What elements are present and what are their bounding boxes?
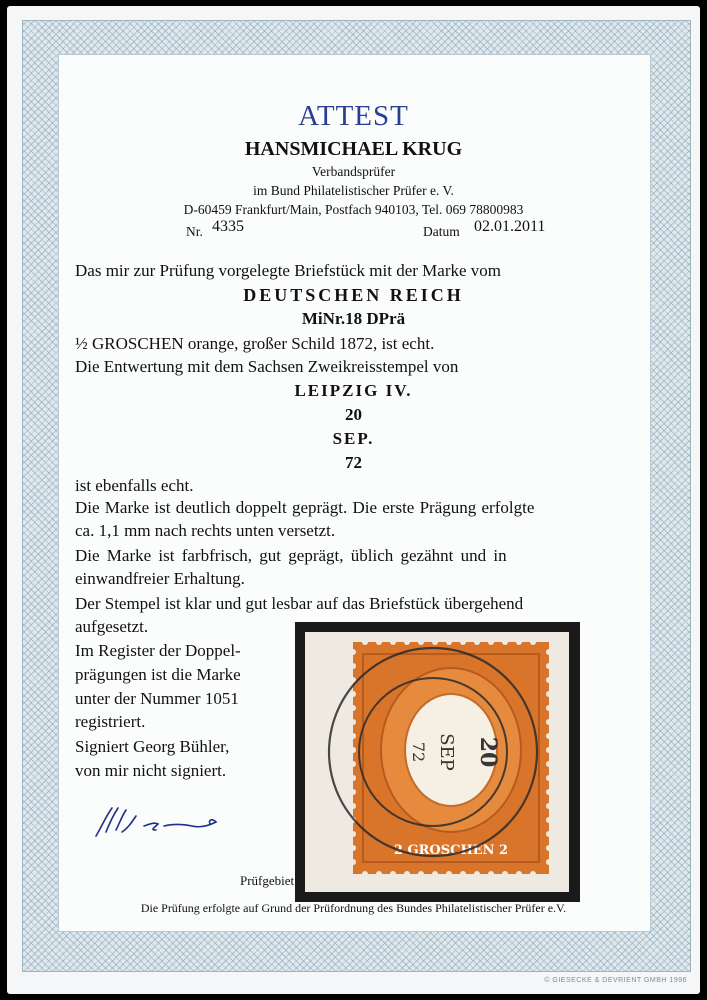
body-line-5: einwandfreier Erhaltung. xyxy=(75,569,245,588)
stamp-photo-frame xyxy=(295,622,580,902)
handwritten-signature xyxy=(92,802,232,842)
body-line-3: ca. 1,1 mm nach rechts unten versetzt. xyxy=(75,521,336,540)
day-line: 20 xyxy=(345,405,362,424)
catalog-line: MiNr.18 DPrä xyxy=(301,309,406,328)
place-line: LEIPZIG IV. xyxy=(294,381,413,400)
body-line-10: unter der Nummer 1051 xyxy=(75,689,239,708)
date-value: 02.01.2011 xyxy=(474,218,546,235)
postmark-day: 20 xyxy=(475,736,501,768)
nr-value: 4335 xyxy=(212,218,244,235)
stamp-image xyxy=(305,632,569,892)
body-line-8: Im Register der Doppel- xyxy=(75,641,241,660)
stamp-value-text: 2 GROSCHEN 2 xyxy=(393,843,509,858)
body-line-6: Der Stempel ist klar und gut lesbar auf das Briefstück übergehend xyxy=(75,594,524,613)
cancel-intro-line: Die Entwertung mit dem Sachsen Zweikreisstempel von xyxy=(75,357,459,376)
body-line-11: registriert. xyxy=(75,712,146,731)
pruefgebiet-label: Prüfgebiet: xyxy=(240,873,298,888)
examiner-role: Verbandsprüfer xyxy=(311,164,396,179)
month-line: SEP. xyxy=(332,429,375,448)
certificate-title: ATTEST xyxy=(298,100,409,132)
postmark-year: 72 xyxy=(409,741,428,763)
regulation-footnote: Die Prüfung erfolgte auf Grund der Prüfordnung des Bundes Philatelistischer Prüfer e.V. xyxy=(140,901,567,915)
examiner-association: im Bund Philatelistischer Prüfer e. V. xyxy=(253,183,454,198)
intro-line: Das mir zur Prüfung vorgelegte Briefstück mit der Marke vom xyxy=(75,261,501,280)
nr-label: Nr. xyxy=(186,224,203,239)
year-line: 72 xyxy=(345,453,362,472)
stamp-photo-paper xyxy=(305,632,569,892)
body-line-13: von mir nicht signiert. xyxy=(75,761,227,780)
postmark-month: SEP xyxy=(436,733,457,771)
body-line-4: Die Marke ist farbfrisch, gut geprägt, üblich gezähnt und in xyxy=(75,546,507,565)
country-line: DEUTSCHEN REICH xyxy=(243,285,464,305)
date-label: Datum xyxy=(423,224,460,239)
examiner-address: D-60459 Frankfurt/Main, Postfach 940103, Tel. 069 78800983 xyxy=(183,202,524,217)
body-line-7: aufgesetzt. xyxy=(75,617,149,636)
examiner-name: HANSMICHAEL KRUG xyxy=(244,138,463,160)
body-line-2: Die Marke ist deutlich doppelt geprägt. Die erste Prägung erfolgte xyxy=(75,498,535,517)
description-line: ½ GROSCHEN orange, großer Schild 1872, ist echt. xyxy=(75,334,435,353)
body-line-1: ist ebenfalls echt. xyxy=(75,476,194,495)
body-line-9: prägungen ist die Marke xyxy=(75,665,241,684)
printer-imprint: © GIESECKE & DEVRIENT GMBH 1996 xyxy=(544,977,687,984)
body-line-12: Signiert Georg Bühler, xyxy=(75,737,230,756)
